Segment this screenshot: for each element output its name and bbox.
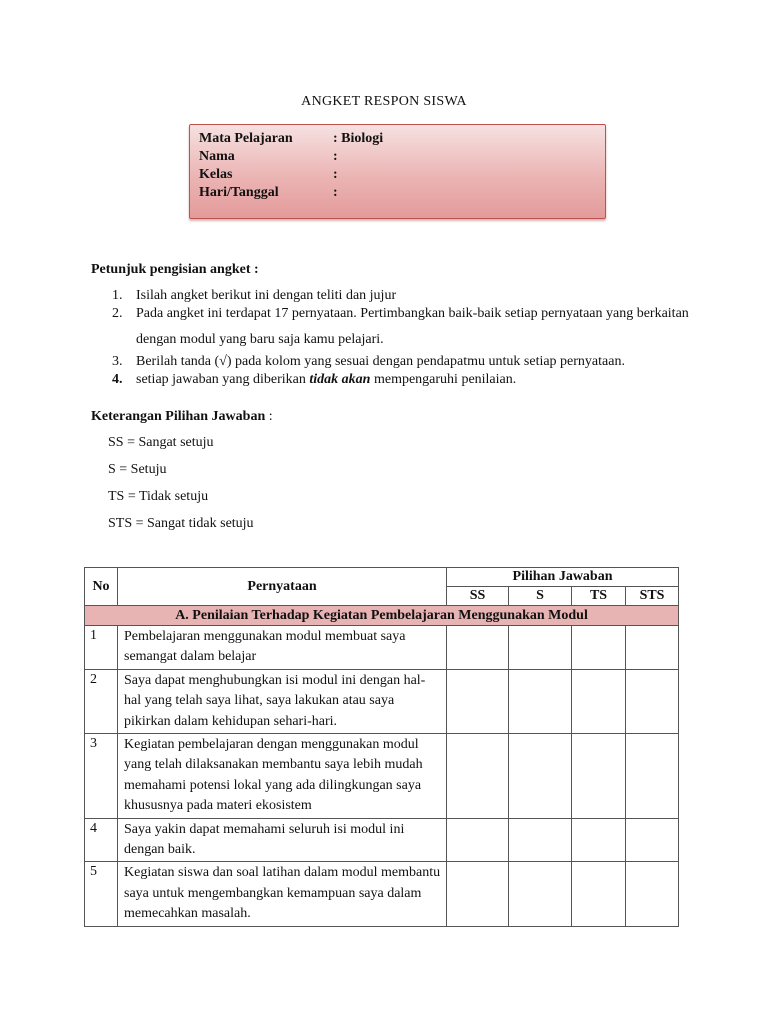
section-a-header: A. Penilaian Terhadap Kegiatan Pembelajaran Menggunakan Modul [85, 606, 679, 626]
row-statement: Saya yakin dapat memahami seluruh isi modul ini dengan baik. [118, 818, 447, 862]
answer-key-list [108, 435, 254, 543]
table-row [85, 626, 679, 670]
answer-cell-ss[interactable] [447, 626, 509, 670]
answer-key-item: STS = Sangat tidak setuju [108, 516, 254, 531]
answer-key-item: S = Setuju [108, 462, 167, 477]
answer-cell-sts[interactable] [626, 862, 679, 926]
row-number: 5 [85, 862, 118, 926]
row-statement: Pembelajaran menggunakan modul membuat saya semangat dalam belajar [118, 626, 447, 670]
info-value[interactable]: : [333, 167, 338, 182]
answer-key-item: TS = Tidak setuju [108, 489, 209, 504]
answer-cell-sts[interactable] [626, 734, 679, 819]
row-statement: Kegiatan siswa dan soal latihan dalam modul membantu saya untuk mengembangkan kemampuan saya dalam memecahkan masalah. [118, 862, 447, 926]
info-label: Hari/Tanggal [199, 185, 279, 200]
answer-cell-sts[interactable] [626, 818, 679, 862]
row-number: 3 [85, 734, 118, 819]
answer-cell-ss[interactable] [447, 734, 509, 819]
instructions-list [112, 287, 692, 389]
row-number: 1 [85, 626, 118, 670]
page-title: ANGKET RESPON SISWA [301, 94, 467, 109]
row-statement: Saya dapat menghubungkan isi modul ini dengan hal-hal yang telah saya lihat, saya lakukan atau saya pikirkan dalam kehidupan sehari-hari. [118, 669, 447, 733]
list-item: 3. Berilah tanda (√) pada kolom yang sesuai dengan pendapatmu untuk setiap pernyataan. [112, 354, 625, 369]
header-option-s: S [509, 587, 572, 606]
answer-cell-s[interactable] [509, 669, 572, 733]
table-row [85, 669, 679, 733]
info-label: Mata Pelajaran [199, 131, 293, 146]
info-row-name [199, 148, 605, 166]
list-item: 4. setiap jawaban yang diberikan tidak akan mempengaruhi penilaian. [112, 372, 517, 387]
info-row-date [199, 184, 605, 202]
student-info-box [189, 124, 606, 219]
info-value[interactable]: : [333, 185, 338, 200]
answer-cell-ss[interactable] [447, 862, 509, 926]
answer-cell-s[interactable] [509, 818, 572, 862]
list-item: 2. Pada angket ini terdapat 17 pernyataan. Pertimbangkan baik-baik setiap pernyataan yang berkaitan dengan modul yang baru saja kamu pelajari. [112, 306, 689, 347]
info-value[interactable]: : [333, 149, 338, 164]
row-statement: Kegiatan pembelajaran dengan menggunakan modul yang telah dilaksanakan membantu saya lebih mudah memahami potensi lokal yang ada dilingkungan saya khususnya pada materi ekosistem [118, 734, 447, 819]
answer-cell-sts[interactable] [626, 669, 679, 733]
answer-cell-ts[interactable] [572, 734, 626, 819]
answer-cell-sts[interactable] [626, 626, 679, 670]
header-option-sts: STS [626, 587, 679, 606]
questionnaire-table [84, 567, 679, 927]
answer-cell-ts[interactable] [572, 669, 626, 733]
answer-cell-s[interactable] [509, 862, 572, 926]
info-value[interactable]: : Biologi [333, 131, 384, 146]
header-statement: Pernyataan [118, 568, 447, 606]
header-no: No [85, 568, 118, 606]
answer-key-item: SS = Sangat setuju [108, 435, 214, 450]
answer-cell-ts[interactable] [572, 626, 626, 670]
table-row [85, 862, 679, 926]
list-item: 1. Isilah angket berikut ini dengan teliti dan jujur [112, 288, 397, 303]
info-row-class [199, 166, 605, 184]
table-row [85, 818, 679, 862]
header-option-ss: SS [447, 587, 509, 606]
info-row-subject [199, 130, 605, 148]
answer-cell-ts[interactable] [572, 862, 626, 926]
answer-cell-s[interactable] [509, 626, 572, 670]
info-label: Kelas [199, 167, 233, 182]
answer-cell-ss[interactable] [447, 669, 509, 733]
row-number: 4 [85, 818, 118, 862]
row-number: 2 [85, 669, 118, 733]
answer-key-heading: Keterangan Pilihan Jawaban : [91, 409, 273, 424]
table-row [85, 734, 679, 819]
header-option-ts: TS [572, 587, 626, 606]
answer-cell-ss[interactable] [447, 818, 509, 862]
instructions-heading: Petunjuk pengisian angket : [91, 262, 259, 277]
emphasis-text: tidak akan [309, 372, 371, 387]
header-answer-choice: Pilihan Jawaban [447, 568, 679, 587]
answer-cell-s[interactable] [509, 734, 572, 819]
answer-cell-ts[interactable] [572, 818, 626, 862]
info-label: Nama [199, 149, 235, 164]
